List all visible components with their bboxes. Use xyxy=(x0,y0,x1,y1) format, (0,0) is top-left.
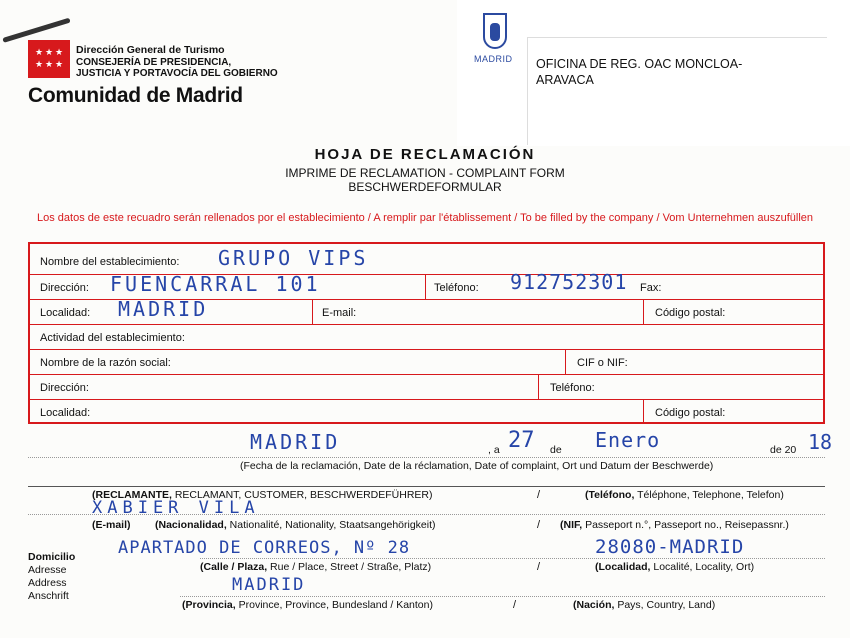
date-de-label: de xyxy=(550,444,562,456)
madrid-crest-icon xyxy=(483,13,507,49)
label-rest: Passeport n.°, Passeport no., Reisepassnr.) xyxy=(582,519,789,531)
row-divider xyxy=(30,324,823,325)
fax-label: Fax: xyxy=(640,282,662,294)
row-divider xyxy=(30,374,823,375)
street-value: APARTADO DE CORREOS, Nº 28 xyxy=(118,538,411,558)
label-bold: (Teléfono, xyxy=(585,489,635,501)
label-bold: (Nacionalidad, xyxy=(155,519,227,531)
slash: / xyxy=(537,519,541,531)
date-caption: (Fecha de la reclamación, Date de la réclamation, Date of complaint, Ort und Datum der Beschwerde) xyxy=(240,460,714,472)
slash: / xyxy=(537,561,541,573)
col-divider xyxy=(565,349,566,374)
corp-postal-label: Código postal: xyxy=(655,407,726,419)
province-label xyxy=(182,599,433,611)
col-divider xyxy=(643,299,644,324)
address-label: Dirección: xyxy=(40,282,89,294)
province-value: MADRID xyxy=(232,575,306,595)
claimant-email-label xyxy=(92,519,131,531)
activity-label: Actividad del establecimiento: xyxy=(40,332,185,344)
phone-label: Teléfono: xyxy=(434,282,479,294)
label-bold: (Localidad, xyxy=(595,561,651,573)
nationality-label xyxy=(155,519,436,531)
slash: / xyxy=(513,599,517,611)
row-divider xyxy=(30,399,823,400)
date-year-value: 18 xyxy=(808,430,833,454)
org-department xyxy=(76,57,286,79)
col-divider xyxy=(312,299,313,324)
domicile-de: Anschrift xyxy=(28,590,69,602)
corp-city-label: Localidad: xyxy=(40,407,91,419)
date-underline xyxy=(28,457,825,458)
label-bold: (Calle / Plaza, xyxy=(200,561,268,573)
form-subtitle-de: BESCHWERDEFORMULAR xyxy=(348,180,502,194)
org-line: CONSEJERÍA DE PRESIDENCIA, xyxy=(76,57,232,68)
date-place-value: MADRID xyxy=(250,430,341,454)
label-rest: Localité, Locality, Ort) xyxy=(650,561,755,573)
locality-label xyxy=(595,561,754,573)
registry-stamp-label xyxy=(527,37,827,145)
label-rest: Pays, Country, Land) xyxy=(614,599,716,611)
city-label: Localidad: xyxy=(40,307,91,319)
claimant-phone-label xyxy=(585,489,784,501)
col-divider xyxy=(538,374,539,399)
row-underline xyxy=(28,514,825,515)
date-a-label: , a xyxy=(488,444,500,456)
label-rest: Nationalité, Nationality, Staatsangehörigkeit) xyxy=(226,519,436,531)
company-section xyxy=(28,242,825,424)
registry-office: OFICINA DE REG. OAC MONCLOA-ARAVACA xyxy=(536,57,743,87)
label-bold: (NIF, xyxy=(560,519,583,531)
col-divider xyxy=(643,399,644,424)
corp-address-label: Dirección: xyxy=(40,382,89,394)
domicile-en: Address xyxy=(28,577,67,589)
cif-label: CIF o NIF: xyxy=(577,357,628,369)
row-underline xyxy=(200,558,825,559)
establishment-name-value: GRUPO VIPS xyxy=(218,246,369,270)
label-rest: Téléphone, Telephone, Telefon) xyxy=(634,489,784,501)
label-rest: RECLAMANT, CUSTOMER, BESCHWERDEFÜHRER) xyxy=(171,489,433,501)
form-subtitle: IMPRIME DE RECLAMATION - COMPLAINT FORM xyxy=(285,166,565,180)
col-divider xyxy=(425,274,426,299)
label-bold: (Provincia, xyxy=(182,599,236,611)
region-name: Comunidad de Madrid xyxy=(28,84,243,107)
label-rest: Province, Province, Bundesland / Kanton) xyxy=(235,599,433,611)
label-bold: (E-mail) xyxy=(92,519,131,531)
comunidad-flag-logo: ★ ★ ★ ★ ★ ★ . xyxy=(28,40,70,78)
street-label xyxy=(200,561,431,573)
claimant-divider xyxy=(28,486,825,487)
nation-label xyxy=(573,599,715,611)
phone-value: 912752301 xyxy=(510,270,628,294)
address-value: FUENCARRAL 101 xyxy=(110,272,321,296)
label-bold: (Nación, xyxy=(573,599,615,611)
date-day-value: 27 xyxy=(508,428,535,453)
domicile-label xyxy=(28,551,75,603)
postal-code-label: Código postal: xyxy=(655,307,726,319)
claimant-name-value: XABIER VILA xyxy=(92,498,260,518)
row-divider xyxy=(30,349,823,350)
form-title: HOJA DE RECLAMACIÓN xyxy=(314,146,536,163)
domicile-es: Domicilio xyxy=(28,551,76,563)
label-rest: Rue / Place, Street / Straße, Platz) xyxy=(267,561,432,573)
row-underline xyxy=(180,596,825,597)
slash: / xyxy=(537,489,541,501)
label-bold: (RECLAMANTE, xyxy=(92,489,172,501)
nif-label xyxy=(560,519,789,531)
madrid-city-label: MADRID xyxy=(474,54,513,64)
date-month-value: Enero xyxy=(595,428,661,452)
city-value: MADRID xyxy=(118,297,209,321)
establishment-name-label: Nombre del establecimiento: xyxy=(40,256,180,268)
locality-value: 28080-MADRID xyxy=(595,536,745,558)
corp-name-label: Nombre de la razón social: xyxy=(40,357,171,369)
domicile-fr: Adresse xyxy=(28,564,67,576)
org-line: JUSTICIA Y PORTAVOCÍA DEL GOBIERNO xyxy=(76,68,278,79)
company-fill-note: Los datos de este recuadro serán rellenados por el establecimiento / A remplir par l'établissement / To be filled by the company / Vom Unternehmen auszufüllen xyxy=(37,212,813,224)
org-title: Dirección General de Turismo xyxy=(76,44,225,56)
email-label: E-mail: xyxy=(322,307,357,319)
date-year-label: de 20 xyxy=(770,444,797,456)
corp-phone-label: Teléfono: xyxy=(550,382,595,394)
